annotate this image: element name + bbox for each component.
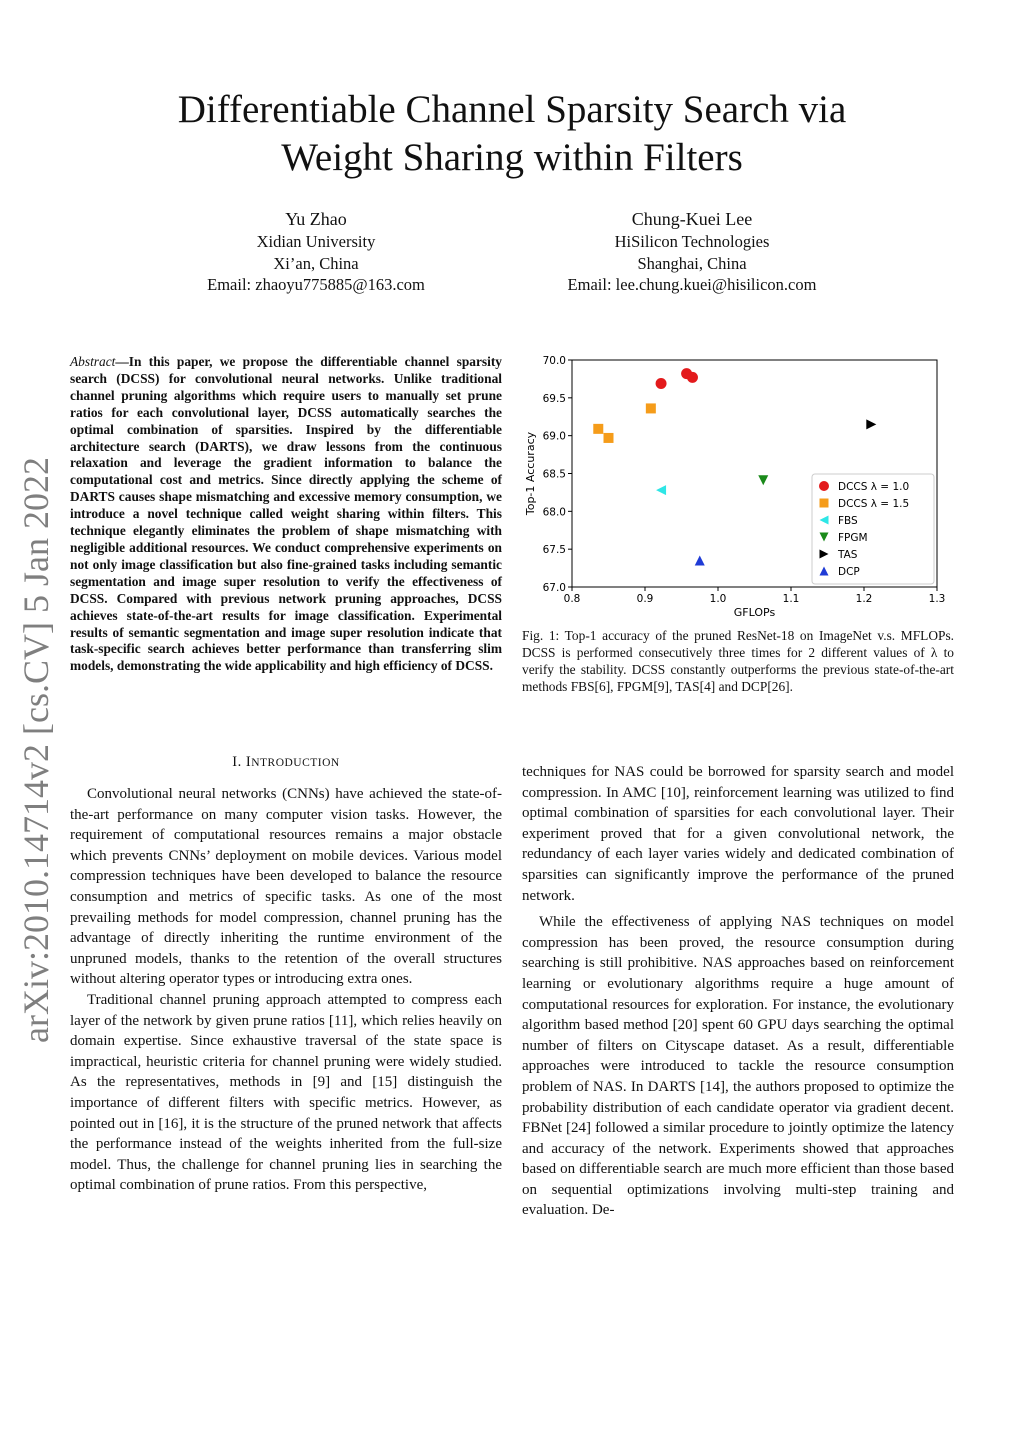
abstract [70,354,502,675]
legend-marker [820,499,829,508]
paragraph: While the effectiveness of applying NAS techniques on model compression has been proved, the resource consumption during searching is still prohibitive. NAS approaches based on reinforcement learning or evolutionary algorithms require a huge amount of computational resources for exploration. For instance, the evolutionary algorithm based method [20] spent 60 GPU days searching the optimal number of filters on Cityscape dataset. As a result, differentiable approaches were introduced to tackle the resource consumption problem of NAS. In DARTS [14], the authors proposed to optimize the probability distribution of each candidate operator via gradient decent. FBNet [24] followed a similar procedure to jointly optimize the latency and accuracy of the network. Experiments showed that approaches based on differentiable search are much more efficient than those based on sequential optimizations involving multi-step training and evaluation. De- [522,914,954,1219]
section-title-rest: NTRODUCTION [251,757,340,769]
data-point-square [604,433,614,443]
author-name: Chung-Kuei Lee [631,209,753,229]
title-line-2: Weight Sharing within Filters [281,136,743,179]
author-block-1 [156,207,476,296]
paragraph: techniques for NAS could be borrowed for sparsity search and model compression. In AMC [10], reinforcement learning was utilized to find optimal combination of sparsities for each convolutional layer. Their experiment proved that for a given convolutional network, the redundancy of each layer varies widely and dedicated combination of sparsities can significantly improve the performance of the pruned network. [522,764,954,904]
data-point-triangle-up [695,556,705,566]
author-email: Email: zhaoyu775885@163.com [207,275,425,294]
y-tick-label: 67.5 [542,544,566,557]
x-tick-label: 0.9 [636,593,654,605]
data-point-square [646,403,656,413]
author-location: Xi’an, China [273,253,359,273]
y-axis-label: Top-1 Accuracy [524,431,537,516]
data-point-triangle-right [866,419,876,429]
y-tick-label: 70.0 [542,355,566,367]
legend-label: DCCS λ = 1.0 [838,481,910,493]
title-line-1: Differentiable Channel Sparsity Search via [177,88,847,131]
legend-label: FPGM [838,532,868,544]
data-point-triangle-left [656,485,666,495]
y-tick-label: 68.5 [542,468,566,481]
abstract-label: Abstract [70,354,116,369]
paragraph: Convolutional neural networks (CNNs) have achieved the state-of-the-art performance on many computer vision tasks. However, the requirement of computational resources remains a major obstacle which prevents CNNs’ deployment on mobile devices. Various model compression techniques have been developed to balance the resource consumption and metrics of specific tasks. As one of the most prevailing methods for model compression, channel pruning has the advantage of directly inheriting the runtime environment of the unpruned models, thanks to the retention of the overall structures without altering operator types or introducing extra ones. [70,786,502,988]
author-block-2 [532,207,852,296]
y-tick-label: 69.0 [542,430,566,443]
x-tick-label: 1.2 [855,593,873,605]
arxiv-identifier: arXiv:2010.14714v2 [cs.CV] 5 Jan 2022 [16,457,56,1043]
y-tick-label: 68.0 [542,506,566,519]
left-column-body [70,784,502,1196]
paper-title [100,86,924,182]
x-axis-label: GFLOPs [733,606,776,619]
paragraph: Traditional channel pruning approach attempted to compress each layer of the network by given prune ratios [11], which relies heavily on domain expertise. Since exhaustive traversal of the state space is impractical, heuristic criteria for channel pruning were widely studied. As the representatives, methods in [9] and [15] distinguish the importance of different filters with specific metrics. However, as pointed out in [16], it is the structure of the pruned network that affects the performance instead of the weights inherited from the full-size model. Thus, the challenge for channel pruning lies in searching the optimal combination of prune ratios. From this perspective, [70,991,502,1194]
x-tick-label: 1.3 [928,593,946,605]
x-tick-label: 1.1 [782,593,800,605]
author-name: Yu Zhao [285,209,347,229]
x-tick-label: 0.8 [563,593,581,605]
legend-label: FBS [838,515,858,527]
abstract-text: —In this paper, we propose the differentiable channel sparsity search (DCSS) for convolutional neural networks. Unlike traditional channel pruning algorithms which require users to manually set prune ratios for each convolutional layer, DCSS automatically searches the optimal combination of sparsities. Inspired by the differentiable architecture search (DARTS), we draw lessons from the continuous relaxation and leverage the gradient information to balance the computational cost and metrics. Since directly applying the scheme of DARTS causes shape mismatching and excessive memory consumption, we introduce a novel technique called weight sharing within filters. This technique elegantly eliminates the problem of shape mismatching with negligible additional resources. We conduct comprehensive experiments on not only image classification but also fine-grained tasks including semantic segmentation and image super resolution to verify the effectiveness of DCSS. Compared with previous network pruning approaches, DCSS achieves state-of-the-art results for image classification. Experimental results of semantic segmentation and image super resolution indicate that task-specific search achieves better performance than transferring slim models, demonstrating the wide applicability and high efficiency of DCSS. [70,354,502,674]
section-heading [70,754,502,771]
legend-label: DCP [838,566,860,578]
author-location: Shanghai, China [637,253,747,273]
accuracy-vs-gflops-chart [522,350,952,622]
author-affiliation: HiSilicon Technologies [614,232,770,251]
y-tick-label: 69.5 [542,392,566,405]
data-point-square [593,424,603,434]
section-title-initial: I [245,754,252,770]
author-affiliation: Xidian University [256,232,376,251]
x-tick-label: 1.0 [709,593,727,605]
figure-caption: Fig. 1: Top-1 accuracy of the pruned ResNet-18 on ImageNet v.s. MFLOPs. DCSS is performed consecutively three times for 2 different values of λ to verify the stability. DCSS constantly outperforms the previous state-of-the-art methods FBS[6], FPGM[9], TAS[4] and DCP[26]. [522,628,954,694]
y-tick-label: 67.0 [542,582,566,594]
section-number: I. [232,754,246,770]
author-email: Email: lee.chung.kuei@hisilicon.com [567,275,817,294]
legend-label: DCCS λ = 1.5 [838,498,910,510]
legend-marker [819,481,829,491]
data-point-circle [687,372,698,383]
data-point-triangle-down [758,475,768,485]
right-column-body [522,762,954,1221]
data-point-circle [656,378,667,389]
legend-label: TAS [838,549,858,561]
